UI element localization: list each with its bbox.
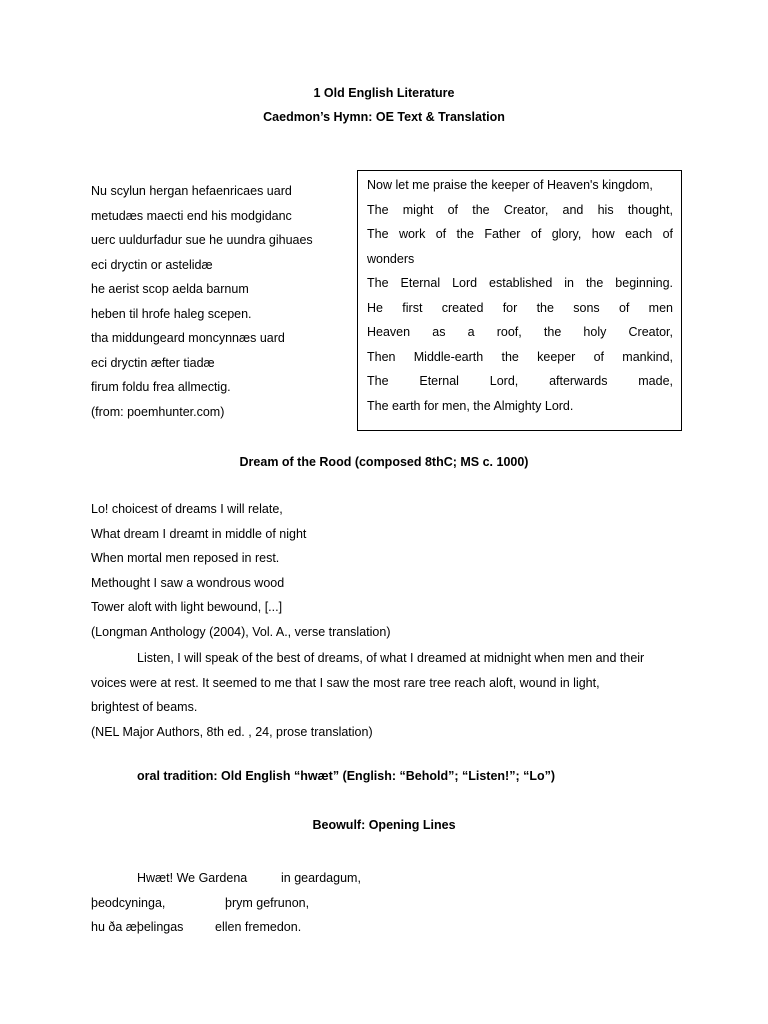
translation-line: The earth for men, the Almighty Lord. (367, 398, 574, 413)
source-citation: (NEL Major Authors, 8th ed. , 24, prose translation) (91, 724, 373, 739)
caedmon-heading: Caedmon’s Hymn: OE Text & Translation (263, 110, 505, 124)
oe-line: he aerist scop aelda barnum (91, 282, 249, 296)
oe-line: uerc uuldurfadur sue he uundra gihuaes (91, 233, 313, 247)
oe-line: tha middungeard moncynnæs uard (91, 331, 285, 345)
translation-line: The Eternal Lord, afterwards made, (367, 374, 673, 388)
beowulf-line (91, 891, 361, 916)
caedmon-oe-text (91, 179, 313, 424)
oe-line: firum foldu frea allmectig. (91, 380, 231, 394)
beowulf-heading: Beowulf: Opening Lines (312, 818, 456, 832)
prose-line: Listen, I will speak of the best of dreams, of what I dreamed at midnight when men and their (137, 651, 645, 665)
source-citation: (Longman Anthology (2004), Vol. A., verse translation) (91, 624, 391, 639)
translation-box (357, 170, 682, 431)
verse-line: Tower aloft with light bewound, [...] (91, 600, 283, 614)
translation-line: Heaven as a roof, the holy Creator, (367, 325, 673, 339)
beowulf-lines (91, 866, 361, 940)
verse-line: When mortal men reposed in rest. (91, 551, 280, 565)
translation-line: The work of the Father of glory, how each of (367, 227, 673, 241)
beowulf-line (91, 915, 361, 940)
oe-line: eci dryctin æfter tiadæ (91, 355, 215, 370)
half-line-b: ellen fremedon. (215, 920, 302, 934)
oe-line: eci dryctin or astelidæ (91, 257, 213, 272)
half-line-b: in geardagum, (281, 871, 361, 885)
half-line-a: Hwæt! We Gardena (137, 871, 248, 885)
translation-line: The Eternal Lord established in the beginning. (367, 276, 673, 290)
prose-line: voices were at rest. It seemed to me that I saw the most rare tree reach aloft, wound in light, (91, 675, 600, 690)
half-line-b: þrym gefrunon, (225, 895, 310, 910)
half-line-a: hu ða æþelingas (91, 920, 184, 934)
dream-heading: Dream of the Rood (composed 8thC; MS c. 1000) (239, 455, 529, 469)
document-title: 1 Old English Literature (313, 86, 455, 100)
translation-line: The might of the Creator, and his thought, (367, 202, 673, 217)
dream-prose (91, 646, 681, 744)
source-citation: (from: poemhunter.com) (91, 404, 225, 419)
half-line-a: þeodcyninga, (91, 895, 166, 910)
translation-line: Then Middle-earth the keeper of mankind, (367, 349, 673, 364)
oral-tradition-note: oral tradition: Old English “hwæt” (English: “Behold”; “Listen!”; “Lo”) (137, 769, 556, 783)
beowulf-line (91, 866, 361, 891)
prose-line: brightest of beams. (91, 700, 198, 714)
translation-line: He first created for the sons of men (367, 300, 673, 315)
verse-line: What dream I dreamt in middle of night (91, 526, 307, 541)
verse-line: Methought I saw a wondrous wood (91, 575, 285, 590)
verse-line: Lo! choicest of dreams I will relate, (91, 502, 283, 516)
oe-line: Nu scylun hergan hefaenricaes uard (91, 184, 292, 198)
dream-verse (91, 497, 390, 644)
translation-line: wonders (367, 251, 415, 266)
oe-line: metudæs maecti end his modgidanc (91, 208, 292, 223)
translation-line: Now let me praise the keeper of Heaven's kingdom, (367, 178, 653, 192)
oe-line: heben til hrofe haleg scepen. (91, 306, 252, 321)
